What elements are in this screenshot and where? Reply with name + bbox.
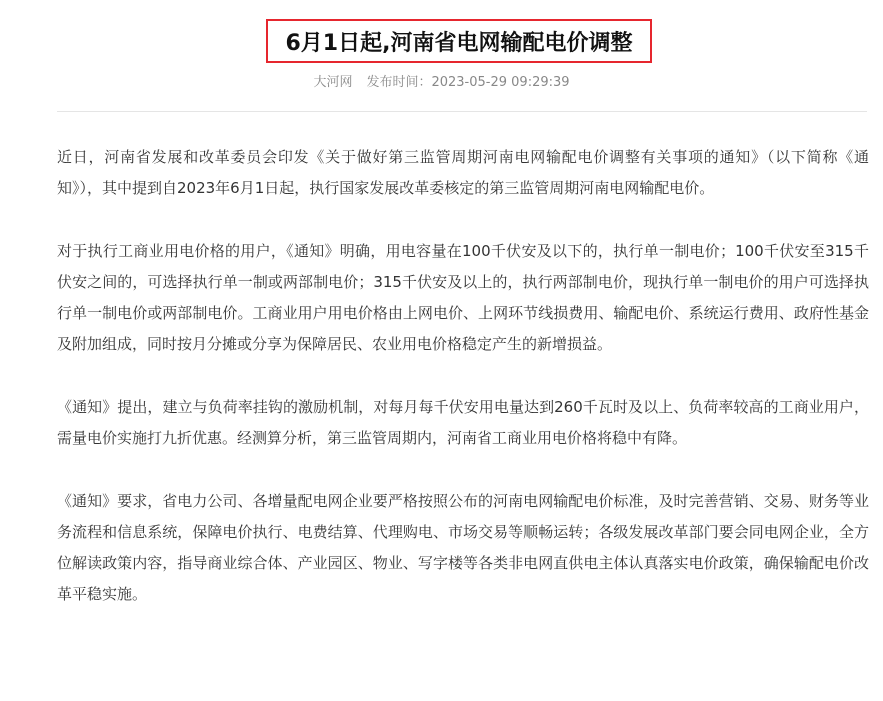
article-source[interactable]: 大河网 — [313, 75, 353, 90]
article-paragraph-1: 近日，河南省发展和改革委员会印发《关于做好第三监管周期河南电网输配电价调整有关事项的通知》（以下简称《通知》），其中提到自2023年6月1日起，执行国家发展改革委核定的第三监管周期河南电网输配电价。 — [57, 148, 869, 197]
article-paragraph-3: 《通知》提出，建立与负荷率挂钩的激励机制，对每月每千伏安用电量达到260千瓦时及以上、负荷率较高的工商业用户，需量电价实施打九折优惠。经测算分析，第三监管周期内，河南省工商业用电价格将稳中有降。 — [57, 398, 869, 447]
title-highlight-box — [266, 19, 652, 63]
header-divider — [57, 111, 867, 112]
publish-label: 发布时间： — [366, 75, 432, 90]
article-paragraph-2: 对于执行工商业用电价格的用户，《通知》明确，用电容量在100千伏安及以下的，执行单一制电价；100千伏安至315千伏安之间的，可选择执行单一制或两部制电价；315千伏安及以上的，执行两部制电价，现执行单一制电价的用户可选择执行单一制电价或两部制电价。工商业用户用电价格由上网电价、上网环节线损费用、输配电价、系统运行费用、政府性基金及附加组成，同时按月分摊或分享为保障居民、农业用电价格稳定产生的新增损益。 — [57, 242, 869, 353]
article-meta — [0, 71, 883, 90]
article-body — [57, 142, 869, 642]
article-title: 6月1日起,河南省电网输配电价调整 — [285, 30, 633, 56]
publish-time: 2023-05-29 09:29:39 — [431, 75, 570, 90]
article-paragraph-4: 《通知》要求，省电力公司、各增量配电网企业要严格按照公布的河南电网输配电价标准，及时完善营销、交易、财务等业务流程和信息系统，保障电价执行、电费结算、代理购电、市场交易等顺畅运转；各级发展改革部门要会同电网企业，全方位解读政策内容，指导商业综合体、产业园区、物业、写字楼等各类非电网直供电主体认真落实电价政策，确保输配电价改革平稳实施。 — [57, 492, 869, 603]
